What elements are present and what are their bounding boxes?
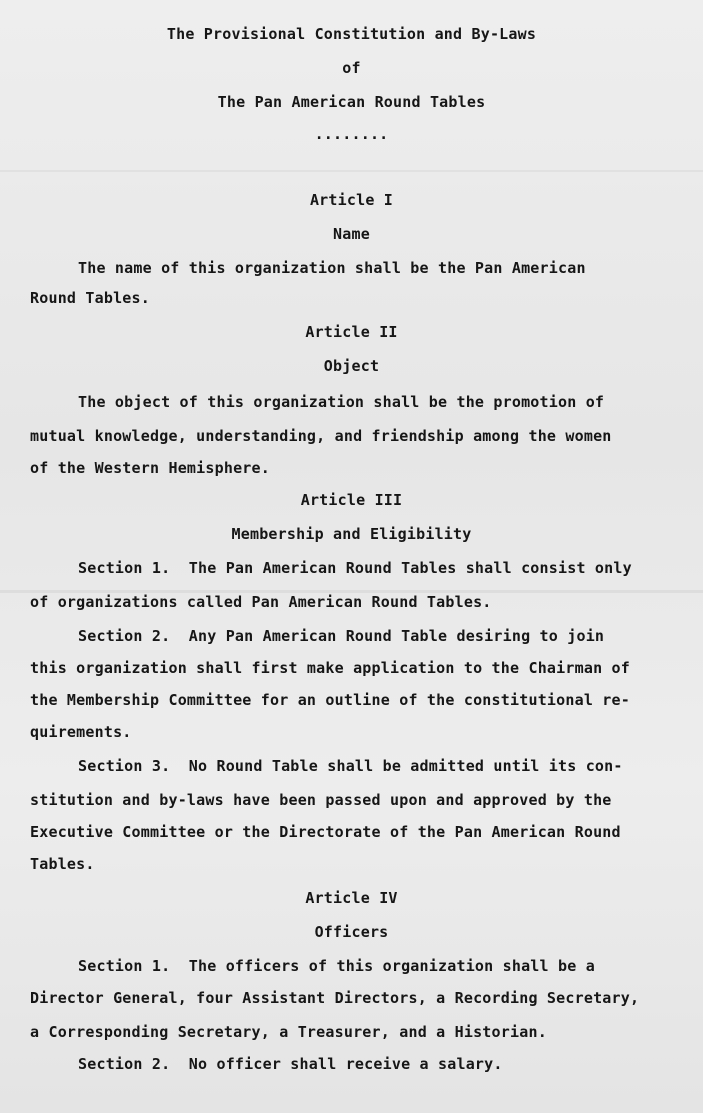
article-2-text-line: The object of this organization shall be the promotion of: [78, 393, 605, 411]
title-line-3: The Pan American Round Tables: [217, 93, 486, 111]
article-3-heading: Article III: [300, 491, 403, 509]
article-4-section-1-line: Director General, four Assistant Directors, a Recording Secretary,: [30, 989, 640, 1007]
article-4-heading: Article IV: [305, 889, 398, 907]
article-2-text-line: of the Western Hemisphere.: [30, 459, 270, 477]
article-4-section-2-line: Section 2. No officer shall receive a salary.: [78, 1055, 503, 1073]
title-line-1: The Provisional Constitution and By-Laws: [166, 25, 537, 43]
article-1-heading: Article I: [309, 191, 394, 209]
title-separator: ........: [314, 125, 389, 143]
article-2-subheading: Object: [323, 357, 380, 375]
article-3-section-2-line: this organization shall first make application to the Chairman of: [30, 659, 630, 677]
article-3-section-2-line: Section 2. Any Pan American Round Table desiring to join: [78, 627, 605, 645]
article-3-section-3-line: stitution and by-laws have been passed upon and approved by the: [30, 791, 612, 809]
article-3-section-3-line: Executive Committee or the Directorate of the Pan American Round: [30, 823, 621, 841]
article-3-section-2-line: quirements.: [30, 723, 132, 741]
article-1-text-line: Round Tables.: [30, 289, 150, 307]
article-4-subheading: Officers: [314, 923, 389, 941]
article-3-section-1-line: Section 1. The Pan American Round Tables shall consist only: [78, 559, 632, 577]
article-2-heading: Article II: [305, 323, 398, 341]
article-4-section-1-line: a Corresponding Secretary, a Treasurer, and a Historian.: [30, 1023, 547, 1041]
article-2-text-line: mutual knowledge, understanding, and friendship among the women: [30, 427, 612, 445]
article-3-section-2-line: the Membership Committee for an outline of the constitutional re-: [30, 691, 630, 709]
article-1-text-line: The name of this organization shall be the Pan American: [78, 259, 586, 277]
article-4-section-1-line: Section 1. The officers of this organization shall be a: [78, 957, 595, 975]
article-1-subheading: Name: [333, 225, 370, 243]
article-3-subheading: Membership and Eligibility: [231, 525, 472, 543]
title-line-2: of: [342, 59, 361, 77]
article-3-section-1-line: of organizations called Pan American Round Tables.: [30, 593, 492, 611]
article-3-section-3-line: Section 3. No Round Table shall be admitted until its con-: [78, 757, 623, 775]
paper-fold: [0, 170, 703, 172]
article-3-section-3-line: Tables.: [30, 855, 95, 873]
